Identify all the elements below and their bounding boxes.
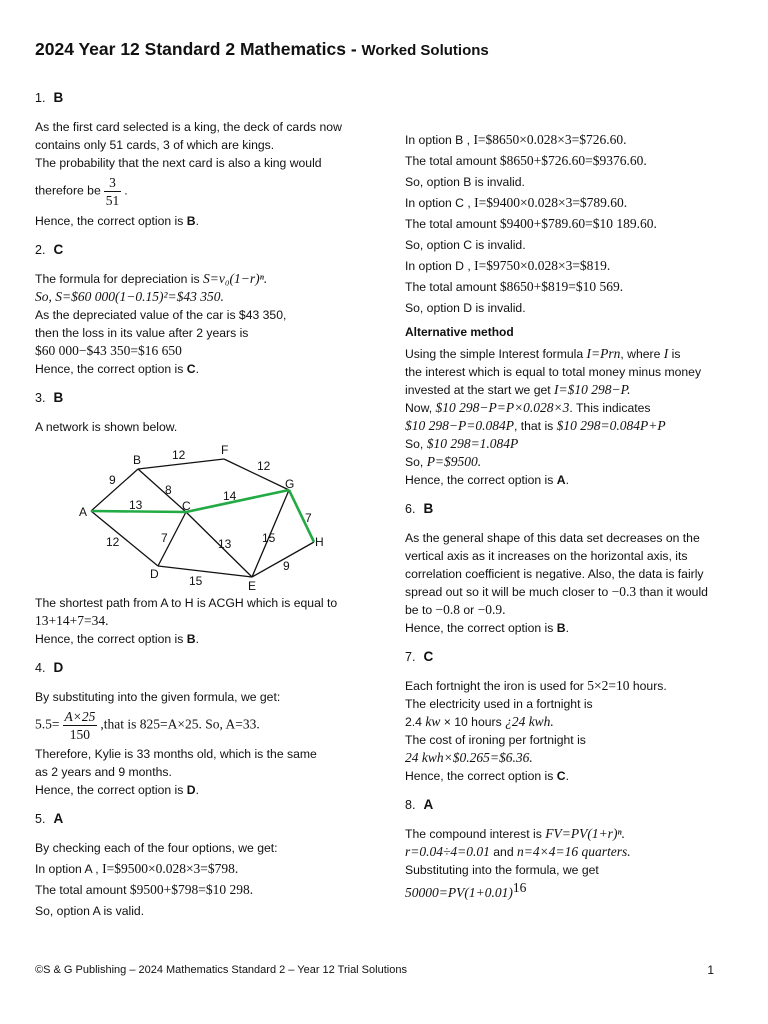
hence-dot: . (195, 783, 199, 797)
eq-left: 5.5= (35, 716, 60, 732)
q5-line (405, 278, 745, 296)
question-number: 8. (405, 798, 416, 812)
q7-line: 24 kwh×$0.265=$6.36. (405, 750, 533, 765)
q2-hence (35, 360, 365, 378)
question-3-heading (35, 388, 365, 408)
q5-math: I=Prn (586, 346, 621, 361)
q5-text: is (668, 347, 681, 361)
q7-line (405, 713, 745, 731)
hence-dot: . (195, 214, 199, 228)
hence-dot: . (565, 473, 569, 487)
q5-alt-line (405, 399, 745, 417)
page-title (35, 38, 489, 62)
edge-AD (91, 511, 158, 566)
q7-line (405, 677, 745, 695)
weight-GH: 7 (305, 511, 312, 525)
q5-text: Using the simple Interest formula (405, 347, 587, 361)
q5-text: In option C , (405, 196, 475, 210)
q5-math: $10 298−P=0.084P (405, 418, 514, 433)
q8-exponent: 16 (512, 880, 527, 895)
q5-line (405, 131, 745, 149)
q5-text: , that is (513, 419, 557, 433)
weight-BC: 8 (165, 483, 172, 497)
q5-alt-line (405, 345, 745, 363)
q5-math: P=$9500. (426, 454, 482, 469)
answer-letter: C (53, 242, 64, 257)
q5-math: I=$10 298−P. (554, 382, 631, 397)
q5-text: . This indicates (569, 401, 651, 415)
q5-line (405, 215, 745, 233)
q8-line (405, 843, 745, 861)
q8-line: Substituting into the formula, we get (405, 863, 599, 877)
q5-text: So, (405, 455, 427, 469)
question-number: 3. (35, 391, 46, 405)
q6-text: or (460, 603, 478, 617)
q5-math: $9500+$798=$10 298. (129, 882, 254, 897)
q5-text: The total amount (35, 883, 130, 897)
q5-text: The total amount (405, 154, 500, 168)
left-column (35, 88, 365, 920)
q8-text: The compound interest is (405, 827, 546, 841)
q6-math: −0.3 (611, 584, 637, 599)
footer-copyright: ©S & G Publishing – 2024 Mathematics Standard 2 – Year 12 Trial Solutions (35, 964, 407, 976)
weight-FG: 12 (257, 459, 271, 473)
question-number: 6. (405, 502, 416, 516)
q4-hence (35, 781, 365, 799)
question-number: 5. (35, 812, 46, 826)
weight-DE: 15 (189, 574, 203, 588)
q8-math: 50000=PV(1+0.01) (405, 885, 513, 901)
network-graph (75, 440, 335, 590)
q7-math: ¿24 kwh. (505, 714, 554, 729)
node-F: F (221, 443, 229, 457)
equation-fraction (63, 708, 98, 743)
q5-math: I=$9500×0.028×3=$798. (102, 861, 239, 876)
question-6-heading (405, 499, 745, 519)
fraction-denominator: 150 (63, 725, 98, 743)
q6-math: −0.9. (477, 602, 506, 617)
q4-line: Therefore, Kylie is 33 months old, which is the same (35, 747, 317, 761)
alternative-method-heading: Alternative method (405, 325, 514, 339)
node-C: C (182, 499, 191, 513)
q6-text: spread out so it will be much closer to (405, 585, 612, 599)
question-7-heading (405, 647, 745, 667)
hence-option: B (186, 632, 196, 646)
edge-BC (138, 469, 186, 512)
right-column (405, 131, 745, 902)
answer-letter: B (53, 390, 64, 405)
q3-line: The shortest path from A to H is ACGH which is equal to (35, 596, 338, 610)
answer-letter: A (53, 811, 64, 826)
fraction-denominator: 51 (105, 193, 120, 208)
hence-option: D (186, 783, 196, 797)
hence-dot: . (195, 362, 199, 376)
q6-line: vertical axis as it increases on the horizontal axis, its (405, 549, 688, 563)
node-G: G (285, 477, 295, 491)
hence-option: A (556, 473, 566, 487)
path-edge-CG (186, 490, 289, 512)
hence-dot: . (195, 632, 199, 646)
hence-option: B (186, 214, 196, 228)
q5-line: So, option C is invalid. (405, 238, 526, 252)
q5-math: $10 298−P=P×0.028×3 (435, 400, 570, 415)
weight-BF: 12 (172, 448, 186, 462)
q5-text: The total amount (405, 217, 500, 231)
title-sub: Worked Solutions (361, 42, 489, 59)
q5-text: , where (620, 347, 664, 361)
q5-line (35, 881, 365, 899)
hence-dot: . (565, 621, 569, 635)
q5-math: I (663, 346, 669, 361)
q5-math: I=$8650×0.028×3=$726.60. (473, 132, 627, 147)
q2-text: The formula for depreciation is (35, 272, 203, 286)
question-number: 4. (35, 661, 46, 675)
weight-AB: 9 (109, 473, 116, 487)
q1-line: As the first card selected is a king, the deck of cards now (35, 120, 342, 134)
q5-math: $9400+$789.60=$10 189.60. (499, 216, 657, 231)
q8-line (405, 879, 745, 902)
q8-text: and (489, 845, 517, 859)
q7-hence (405, 767, 745, 785)
q7-text: × 10 hours (440, 715, 506, 729)
q1-line: contains only 51 cards, 3 of which are kings. (35, 138, 275, 152)
q6-hence (405, 619, 745, 637)
q1-text: . (124, 183, 128, 198)
q6-line (405, 601, 745, 619)
q1-probability-line (35, 174, 365, 209)
q7-math: kw (425, 714, 441, 729)
node-H: H (315, 535, 324, 549)
q8-math: r=0.04÷4=0.01 (405, 844, 490, 859)
hence-option: C (186, 362, 196, 376)
q6-line: As the general shape of this data set decreases on the (405, 531, 700, 545)
q4-line: as 2 years and 9 months. (35, 765, 172, 779)
q5-line: So, option B is invalid. (405, 175, 525, 189)
q5-math: I=$9750×0.028×3=$819. (474, 258, 611, 273)
q1-text: therefore be (35, 183, 101, 198)
question-4-heading (35, 658, 365, 678)
q5-alt-line (405, 381, 745, 399)
question-2-heading (35, 240, 365, 260)
page-number: 1 (707, 963, 714, 977)
q1-hence (35, 212, 365, 230)
q8-line (405, 825, 745, 843)
hence-text: Hence, the correct option is (35, 632, 187, 646)
hence-text: Hence, the correct option is (405, 473, 557, 487)
q8-math: FV=PV(1+r)ⁿ. (545, 826, 626, 841)
question-8-heading (405, 795, 745, 815)
q5-line: So, option A is valid. (35, 904, 145, 918)
q2-line: $60 000−$43 350=$16 650 (35, 343, 182, 358)
q5-line (405, 194, 745, 212)
weight-CE: 13 (218, 537, 232, 551)
q5-text: In option B , (405, 133, 474, 147)
q3-line: 13+14+7=34. (35, 613, 109, 628)
q5-text: Now, (405, 401, 436, 415)
q5-line: By checking each of the four options, we get: (35, 841, 278, 855)
question-number: 1. (35, 91, 46, 105)
q6-text: than it would (636, 585, 708, 599)
question-1-heading (35, 88, 365, 108)
q7-text: Each fortnight the iron is used for (405, 679, 588, 693)
fraction-numerator: A×25 (64, 709, 96, 724)
q4-equation (35, 708, 365, 743)
q7-math: 5×2=10 (587, 678, 630, 693)
q5-hence (405, 471, 745, 489)
answer-letter: D (53, 660, 64, 675)
q5-math: $8650+$819=$10 569. (499, 279, 624, 294)
q5-line (35, 860, 365, 878)
question-number: 2. (35, 243, 46, 257)
question-number: 7. (405, 650, 416, 664)
hence-text: Hence, the correct option is (35, 362, 187, 376)
node-A: A (79, 505, 88, 519)
probability-fraction (104, 174, 122, 209)
q5-math: $10 298=1.084P (426, 436, 519, 451)
q5-text: In option A , (35, 862, 103, 876)
q5-math: $10 298=0.084P+P (556, 418, 666, 433)
q5-math: I=$9400×0.028×3=$789.60. (474, 195, 628, 210)
question-5-heading (35, 809, 365, 829)
q5-line (405, 152, 745, 170)
q7-text: 2.4 (405, 715, 426, 729)
title-main: 2024 Year 12 Standard 2 Mathematics - (35, 39, 362, 59)
weight-AC: 13 (129, 498, 143, 512)
q2-line: So, S=$60 000(1−0.15)²=$43 350. (35, 289, 224, 304)
hence-option: C (556, 769, 566, 783)
edge-DE (158, 566, 252, 577)
q1-line: The probability that the next card is also a king would (35, 156, 322, 170)
answer-letter: B (423, 501, 434, 516)
q6-text: be to (405, 603, 436, 617)
q8-math: n=4×4=16 quarters. (517, 844, 631, 859)
eq-right: ,that is 825=A×25. So, A=33. (100, 716, 260, 732)
weight-HE: 9 (283, 559, 290, 573)
q5-math: $8650+$726.60=$9376.60. (499, 153, 647, 168)
hence-dot: . (565, 769, 569, 783)
hence-text: Hence, the correct option is (405, 769, 557, 783)
node-E: E (248, 579, 257, 590)
hence-text: Hence, the correct option is (35, 214, 187, 228)
answer-letter: B (53, 90, 64, 105)
q5-line: So, option D is invalid. (405, 301, 526, 315)
q2-line: then the loss in its value after 2 years is (35, 326, 249, 340)
hence-text: Hence, the correct option is (35, 783, 187, 797)
q5-text: The total amount (405, 280, 500, 294)
answer-letter: C (423, 649, 434, 664)
q5-alt-line (405, 453, 745, 471)
q3-intro: A network is shown below. (35, 420, 178, 434)
weight-DC: 7 (161, 531, 168, 545)
q7-text: hours. (629, 679, 667, 693)
q6-line: correlation coefficient is negative. Also, the data is fairly (405, 567, 704, 581)
q5-text: invested at the start we get (405, 383, 555, 397)
q5-alt-line (405, 417, 745, 435)
q7-line: The electricity used in a fortnight is (405, 697, 593, 711)
depreciation-formula: S=v₀(1−r)ⁿ. (203, 271, 268, 286)
q5-text: So, (405, 437, 427, 451)
hence-option: B (556, 621, 566, 635)
q2-line (35, 270, 365, 288)
node-D: D (150, 567, 159, 581)
weight-AD: 12 (106, 535, 120, 549)
q7-line: The cost of ironing per fortnight is (405, 733, 586, 747)
q5-text: In option D , (405, 259, 475, 273)
q3-hence (35, 630, 365, 648)
hence-text: Hence, the correct option is (405, 621, 557, 635)
q5-alt-line (405, 435, 745, 453)
q5-alt-line: the interest which is equal to total money minus money (405, 365, 702, 379)
q4-line: By substituting into the given formula, we get: (35, 690, 281, 704)
q2-line: As the depreciated value of the car is $43 350, (35, 308, 287, 322)
node-B: B (133, 453, 142, 467)
q6-line (405, 583, 745, 601)
weight-CG: 14 (223, 489, 237, 503)
q6-math: −0.8 (435, 602, 460, 617)
weight-GE: 15 (262, 531, 276, 545)
q5-line (405, 257, 745, 275)
answer-letter: A (423, 797, 434, 812)
fraction-numerator: 3 (109, 175, 116, 190)
